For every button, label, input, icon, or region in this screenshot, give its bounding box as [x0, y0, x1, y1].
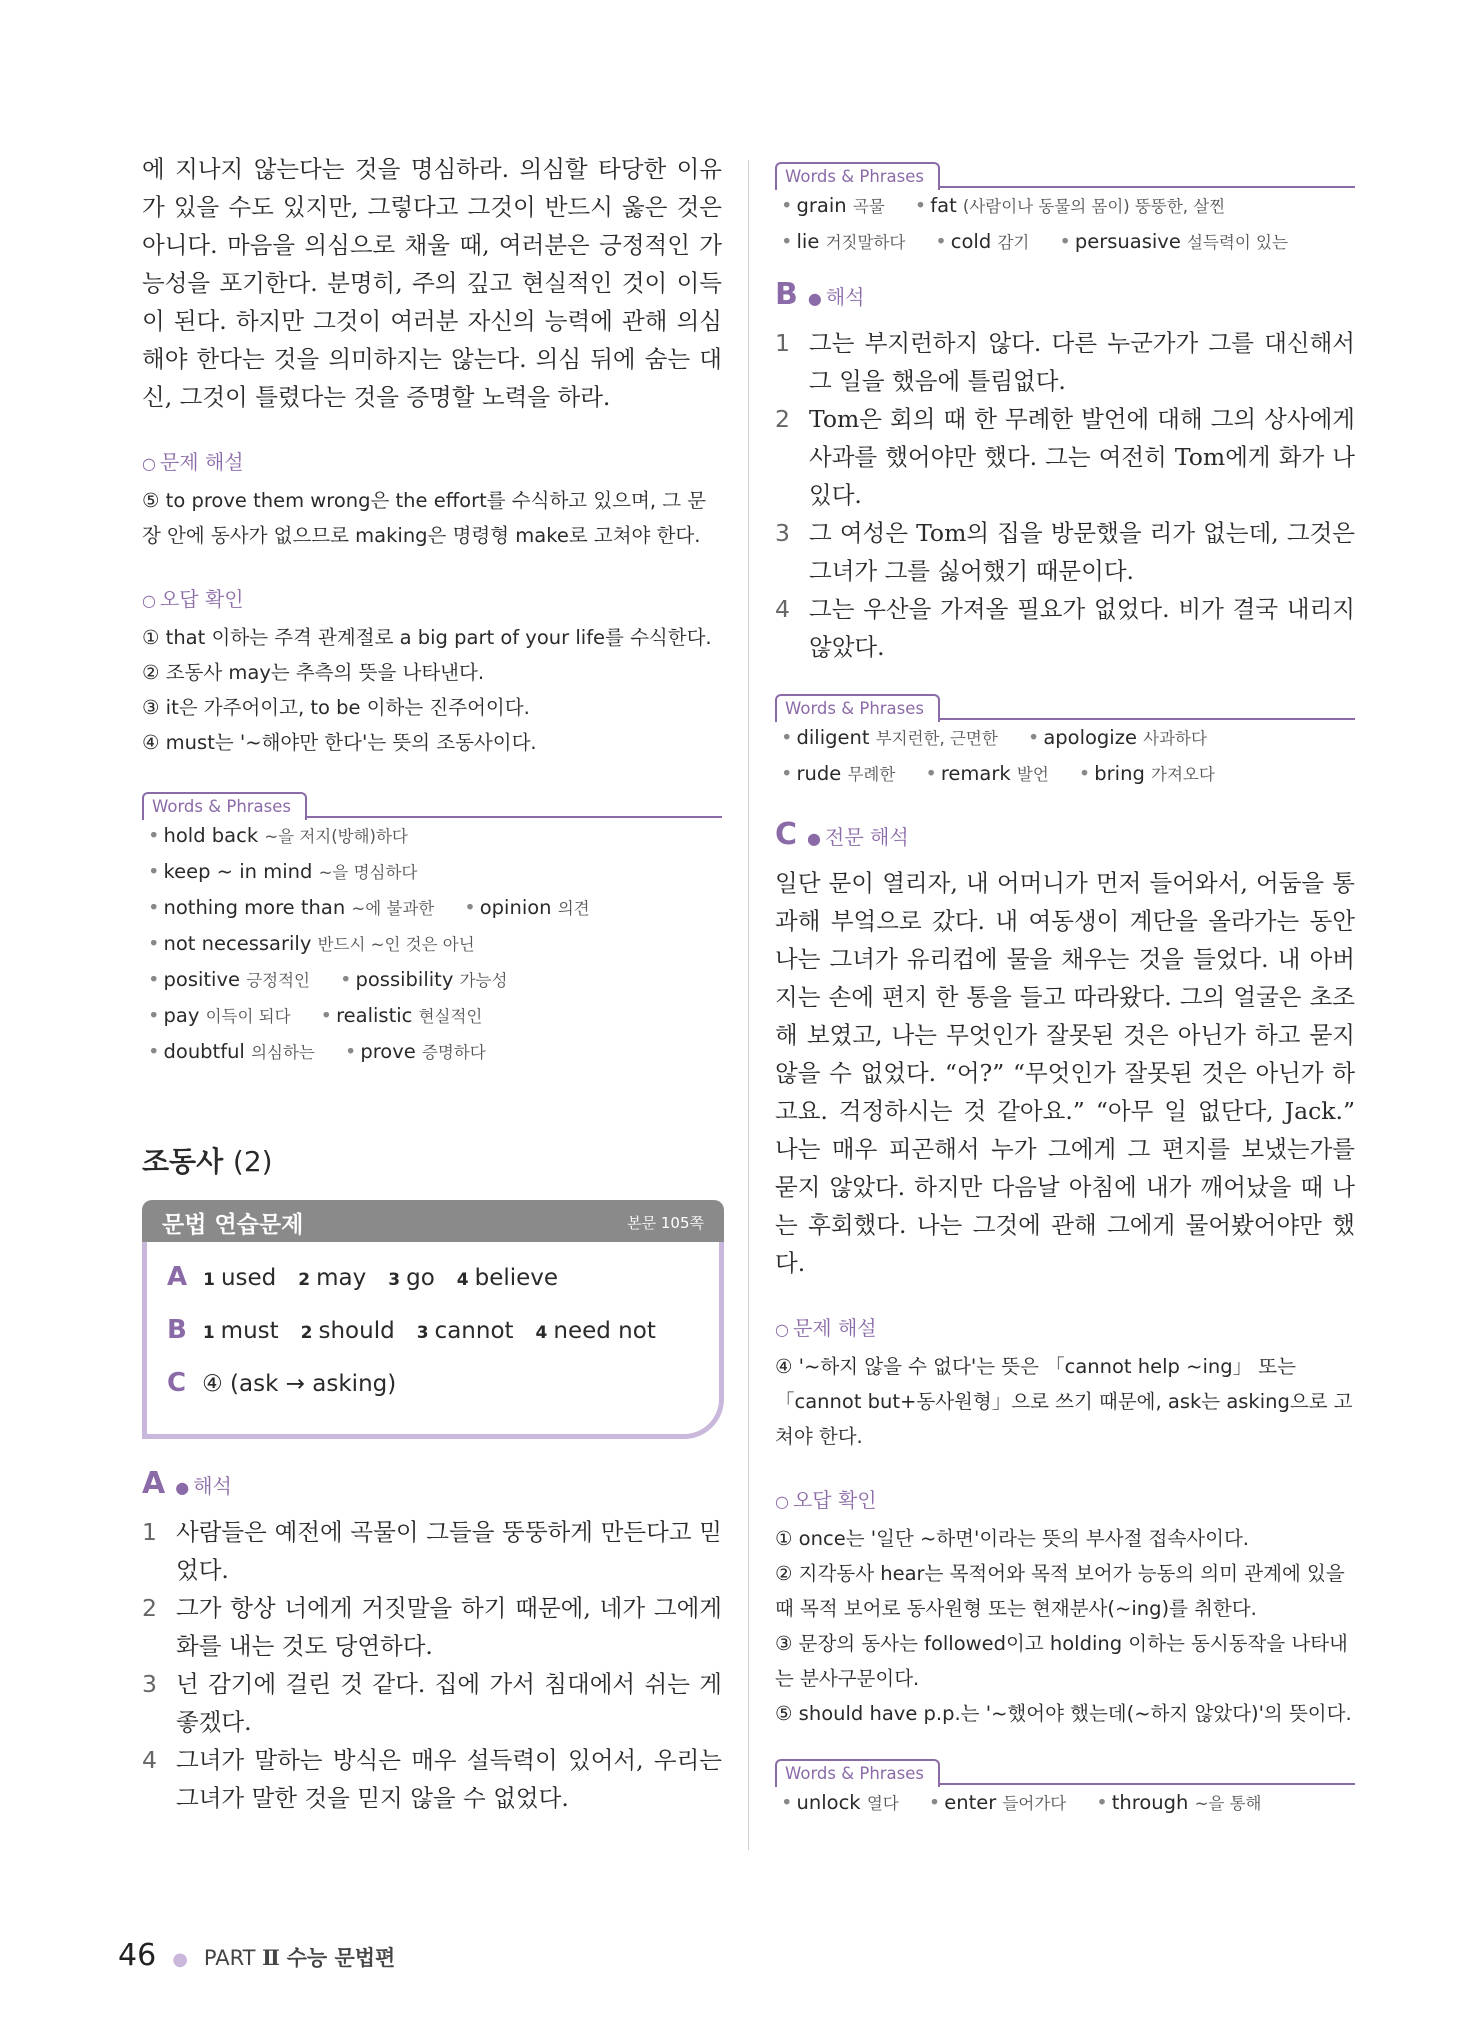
grammar-answer: 2 should: [300, 1318, 395, 1344]
words-phrases-row: [148, 890, 722, 926]
section-b-heading: B ● 해석: [775, 277, 865, 312]
words-phrases-box: [142, 792, 722, 1070]
footer-part: PART: [203, 1946, 256, 1970]
grammar-box-header: [142, 1200, 724, 1242]
vocab-item: • fat (사람이나 동물의 몸이) 뚱뚱한, 살찐: [914, 194, 1226, 217]
section-c-heading: C ● 전문 해석: [775, 817, 909, 852]
column-divider: [748, 160, 749, 1850]
grammar-box-ref: 본문 105쪽: [627, 1214, 704, 1232]
words-phrases-row: [148, 818, 722, 854]
words-phrases-row: [781, 188, 1355, 224]
grammar-answer-row: A 1 used 2 may 3 go 4 believe: [167, 1252, 699, 1305]
grammar-answer: 1 used: [203, 1265, 277, 1291]
footer-dot-icon: ●: [172, 1949, 188, 1970]
list-item: 4 그는 우산을 가져올 필요가 없었다. 비가 결국 내리지 않았다.: [775, 595, 1355, 661]
vocab-item: • unlock 열다: [781, 1791, 899, 1814]
footer-section: 수능 문법편: [286, 1946, 396, 1970]
check-list: [142, 620, 722, 760]
section-title: 조동사 (2): [142, 1145, 273, 1178]
vocab-item: • diligent 부지런한, 근면한: [781, 726, 998, 749]
words-phrases-list: [775, 188, 1355, 260]
left-column: [142, 150, 722, 1817]
section-a-list: [142, 1513, 722, 1817]
explain-text: ⑤ to prove them wrong은 the effort를 수식하고 있으며, 그 문장 안에 동사가 없으므로 making은 명령형 make로 고쳐야 한다.: [142, 489, 707, 547]
words-phrases-list: [775, 720, 1355, 792]
right-column: [775, 162, 1355, 1821]
vocab-item: • bring 가져오다: [1078, 762, 1215, 785]
vocab-item: • realistic 현실적인: [320, 1004, 483, 1027]
vocab-item: • pay 이득이 되다: [148, 1004, 291, 1027]
section-a-heading: A ● 해석: [142, 1466, 232, 1501]
vocab-item: • cold 감기: [935, 230, 1030, 253]
words-phrases-row: [781, 756, 1355, 792]
vocab-item: • keep ~ in mind ~을 명심하다: [148, 860, 418, 883]
page-footer: [118, 1938, 395, 1973]
vocab-item: • apologize 사과하다: [1027, 726, 1207, 749]
vocab-item: • grain 곡물: [781, 194, 885, 217]
words-phrases-list: [775, 1785, 1355, 1821]
intro-paragraph: 에 지나지 않는다는 것을 명심하라. 의심할 타당한 이유가 있을 수도 있지만, 그렇다고 그것이 반드시 옳은 것은 아니다. 마음을 의심으로 채울 때, 여러분은 긍정적인 가능성을 포기한다. 분명히, 주의 깊고 현실적인 것이 이득이 된다. 하지만 그것이 여러분 자신의 능력에 관해 의심해야 한다는 것을 의미하지는 않는다. 의심 뒤에 숨는 대신, 그것이 틀렸다는 것을 증명할 노력을 하라.: [142, 155, 722, 411]
vocab-item: • persuasive 설득력이 있는: [1059, 230, 1288, 253]
grammar-answer: 3 cannot: [416, 1318, 514, 1344]
grammar-box-body: [142, 1242, 724, 1439]
vocab-item: • hold back ~을 저지(방해)하다: [148, 824, 408, 847]
check-item: ④ must는 '~해야만 한다'는 뜻의 조동사이다.: [142, 731, 537, 754]
grammar-answer: ④ (ask → asking): [202, 1371, 397, 1397]
words-phrases-box: [775, 694, 1355, 792]
list-item: 2 그가 항상 너에게 거짓말을 하기 때문에, 네가 그에게 화를 내는 것도 당연하다.: [142, 1594, 722, 1660]
words-phrases-row: [781, 1785, 1355, 1821]
vocab-item: • possibility 가능성: [339, 968, 508, 991]
check-item: ① that 이하는 주격 관계절로 a big part of your life를 수식한다.: [142, 626, 712, 649]
list-item: 1 사람들은 예전에 곡물이 그들을 뚱뚱하게 만든다고 믿었다.: [142, 1518, 722, 1584]
grammar-answer-row: B 1 must 2 should 3 cannot 4 need not: [167, 1305, 699, 1358]
grammar-answer: 1 must: [202, 1318, 279, 1344]
vocab-item: • through ~을 통해: [1096, 1791, 1262, 1814]
vocab-item: • doubtful 의심하는: [148, 1040, 315, 1063]
words-phrases-tab: Words & Phrases: [775, 694, 940, 722]
list-item: 2 Tom은 회의 때 한 무례한 발언에 대해 그의 상사에게 사과를 했어야만 했다. 그는 여전히 Tom에게 화가 나 있다.: [775, 405, 1355, 509]
vocab-item: • positive 긍정적인: [148, 968, 310, 991]
vocab-item: • rude 무례한: [781, 762, 896, 785]
list-item: 3 그 여성은 Tom의 집을 방문했을 리가 없는데, 그것은 그녀가 그를 싫어했기 때문이다.: [775, 519, 1355, 585]
vocab-item: • remark 발언: [925, 762, 1049, 785]
words-phrases-box: [775, 162, 1355, 260]
vocab-item: • nothing more than ~에 불과한: [148, 896, 435, 919]
words-phrases-row: [148, 962, 722, 998]
words-phrases-row: [148, 1034, 722, 1070]
words-phrases-tab: Words & Phrases: [142, 792, 307, 820]
list-item: 4 그녀가 말하는 방식은 매우 설득력이 있어서, 우리는 그녀가 말한 것을 믿지 않을 수 없었다.: [142, 1746, 722, 1812]
vocab-item: • prove 증명하다: [344, 1040, 486, 1063]
words-phrases-list: [142, 818, 722, 1070]
grammar-answer: 4 believe: [456, 1265, 559, 1291]
check-item: ③ it은 가주어이고, to be 이하는 진주어이다.: [142, 696, 530, 719]
explain-text: ④ '~하지 않을 수 없다'는 뜻은 「cannot help ~ing」 또는 「cannot but+동사원형」으로 쓰기 때문에, ask는 asking으로 고쳐야 한다.: [775, 1355, 1353, 1448]
words-phrases-row: [148, 854, 722, 890]
vocab-item: • enter 들어가다: [928, 1791, 1067, 1814]
check-item: ① once는 '일단 ~하면'이라는 뜻의 부사절 접속사이다.: [775, 1527, 1250, 1550]
list-item: 1 그는 부지런하지 않다. 다른 누군가가 그를 대신해서 그 일을 했음에 틀림없다.: [775, 329, 1355, 395]
grammar-answer: 3 go: [388, 1265, 435, 1291]
words-phrases-tab: Words & Phrases: [775, 162, 940, 190]
words-phrases-row: [148, 926, 722, 962]
explain-heading: ○ 문제 해설: [775, 1316, 877, 1340]
vocab-item: • opinion 의견: [464, 896, 590, 919]
section-c-paragraph: 일단 문이 열리자, 내 어머니가 먼저 들어와서, 어둠을 통과해 부엌으로 갔다. 내 여동생이 계단을 올라가는 동안 나는 그녀가 유리컵에 물을 채우는 것을 들었다. 내 아버지는 손에 편지 한 통을 들고 따라왔다. 그의 얼굴은 초조해 보였고, 나는 무엇인가 잘못된 것은 아닌가 하고 묻지 않을 수 없었다. “어?” “무엇인가 잘못된 것은 아닌가 하고요. 걱정하시는 것 같아요.” “아무 일 없단다, Jack.” 나는 매우 피곤해서 누가 그에게 그 편지를 보냈는가를 묻지 않았다. 하지만 다음날 아침에 내가 깨어났을 때 나는 후회했다. 나는 그것에 관해 그에게 물어봤어야만 했다.: [775, 869, 1355, 1277]
grammar-practice-box: [142, 1200, 724, 1439]
words-phrases-tab: Words & Phrases: [775, 1759, 940, 1787]
check-item: ③ 문장의 동사는 followed이고 holding 이하는 동시동작을 나타내는 분사구문이다.: [775, 1632, 1348, 1690]
check-heading: ○ 오답 확인: [775, 1488, 877, 1512]
check-item: ② 지각동사 hear는 목적어와 목적 보어가 능동의 의미 관계에 있을 때 목적 보어로 동사원형 또는 현재분사(~ing)를 취한다.: [775, 1562, 1345, 1620]
grammar-answer: 2 may: [298, 1265, 367, 1291]
check-item: ② 조동사 may는 추측의 뜻을 나타낸다.: [142, 661, 485, 684]
explain-heading: ○ 문제 해설: [142, 450, 244, 474]
check-list: [775, 1521, 1355, 1731]
grammar-box-title: 문법 연습문제: [162, 1212, 304, 1238]
check-item: ⑤ should have p.p.는 '~했어야 했는데(~하지 않았다)'의 뜻이다.: [775, 1702, 1352, 1725]
grammar-answer-row: C ④ (ask → asking): [167, 1358, 699, 1409]
check-heading: ○ 오답 확인: [142, 587, 244, 611]
vocab-item: • not necessarily 반드시 ~인 것은 아닌: [148, 932, 475, 955]
section-b-list: [775, 324, 1355, 666]
list-item: 3 넌 감기에 걸린 것 같다. 집에 가서 침대에서 쉬는 게 좋겠다.: [142, 1670, 722, 1736]
words-phrases-row: [781, 720, 1355, 756]
words-phrases-row: [148, 998, 722, 1034]
words-phrases-box: [775, 1759, 1355, 1821]
vocab-item: • lie 거짓말하다: [781, 230, 906, 253]
page-number: 46: [118, 1938, 157, 1973]
footer-part-num: Ⅱ: [262, 1945, 280, 1970]
words-phrases-row: [781, 224, 1355, 260]
grammar-answer: 4 need not: [535, 1318, 656, 1344]
